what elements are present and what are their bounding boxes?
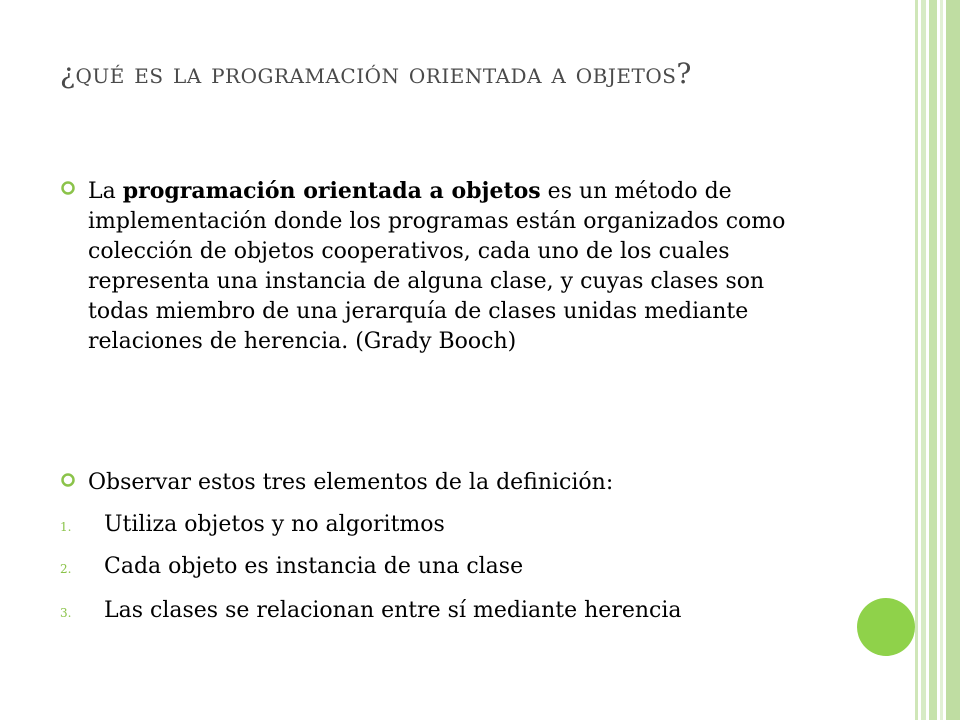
item-number: 1. (60, 520, 72, 534)
stripe (929, 0, 937, 720)
numbered-item (60, 510, 820, 540)
stripe (915, 0, 918, 720)
bullet-icon (60, 468, 88, 492)
numbered-item (60, 596, 820, 626)
bullet-definition (60, 176, 820, 357)
item-text: Cada objeto es instancia de una clase (104, 554, 524, 579)
item-text: Las clases se relacionan entre sí mediante herencia (104, 598, 682, 623)
stripe (921, 0, 926, 720)
bullet-text: Observar estos tres elementos de la definición: (88, 470, 614, 495)
item-number: 3. (60, 606, 72, 620)
bullet-text: La programación orientada a objetos es un método de implementación donde los programas están organizados como colección de objetos cooperativos, cada uno de los cuales representa una instancia de alguna clase, y cuyas clases son todas miembro de una jerarquía de clases unidas mediante relaciones de herencia. (Grady Booch) (88, 178, 786, 354)
slide-title: ¿qué es la programación orientada a objetos? (60, 57, 692, 90)
bullet-observe (60, 468, 820, 498)
decorative-green-circle (857, 598, 915, 656)
bullet-icon (60, 176, 88, 200)
bold-term: programación orientada a objetos (122, 178, 541, 204)
stripe (946, 0, 960, 720)
item-number: 2. (60, 562, 72, 576)
numbered-item (60, 552, 820, 582)
item-text: Utiliza objetos y no algoritmos (104, 512, 445, 537)
decorative-side-stripes (915, 0, 960, 720)
stripe (940, 0, 943, 720)
